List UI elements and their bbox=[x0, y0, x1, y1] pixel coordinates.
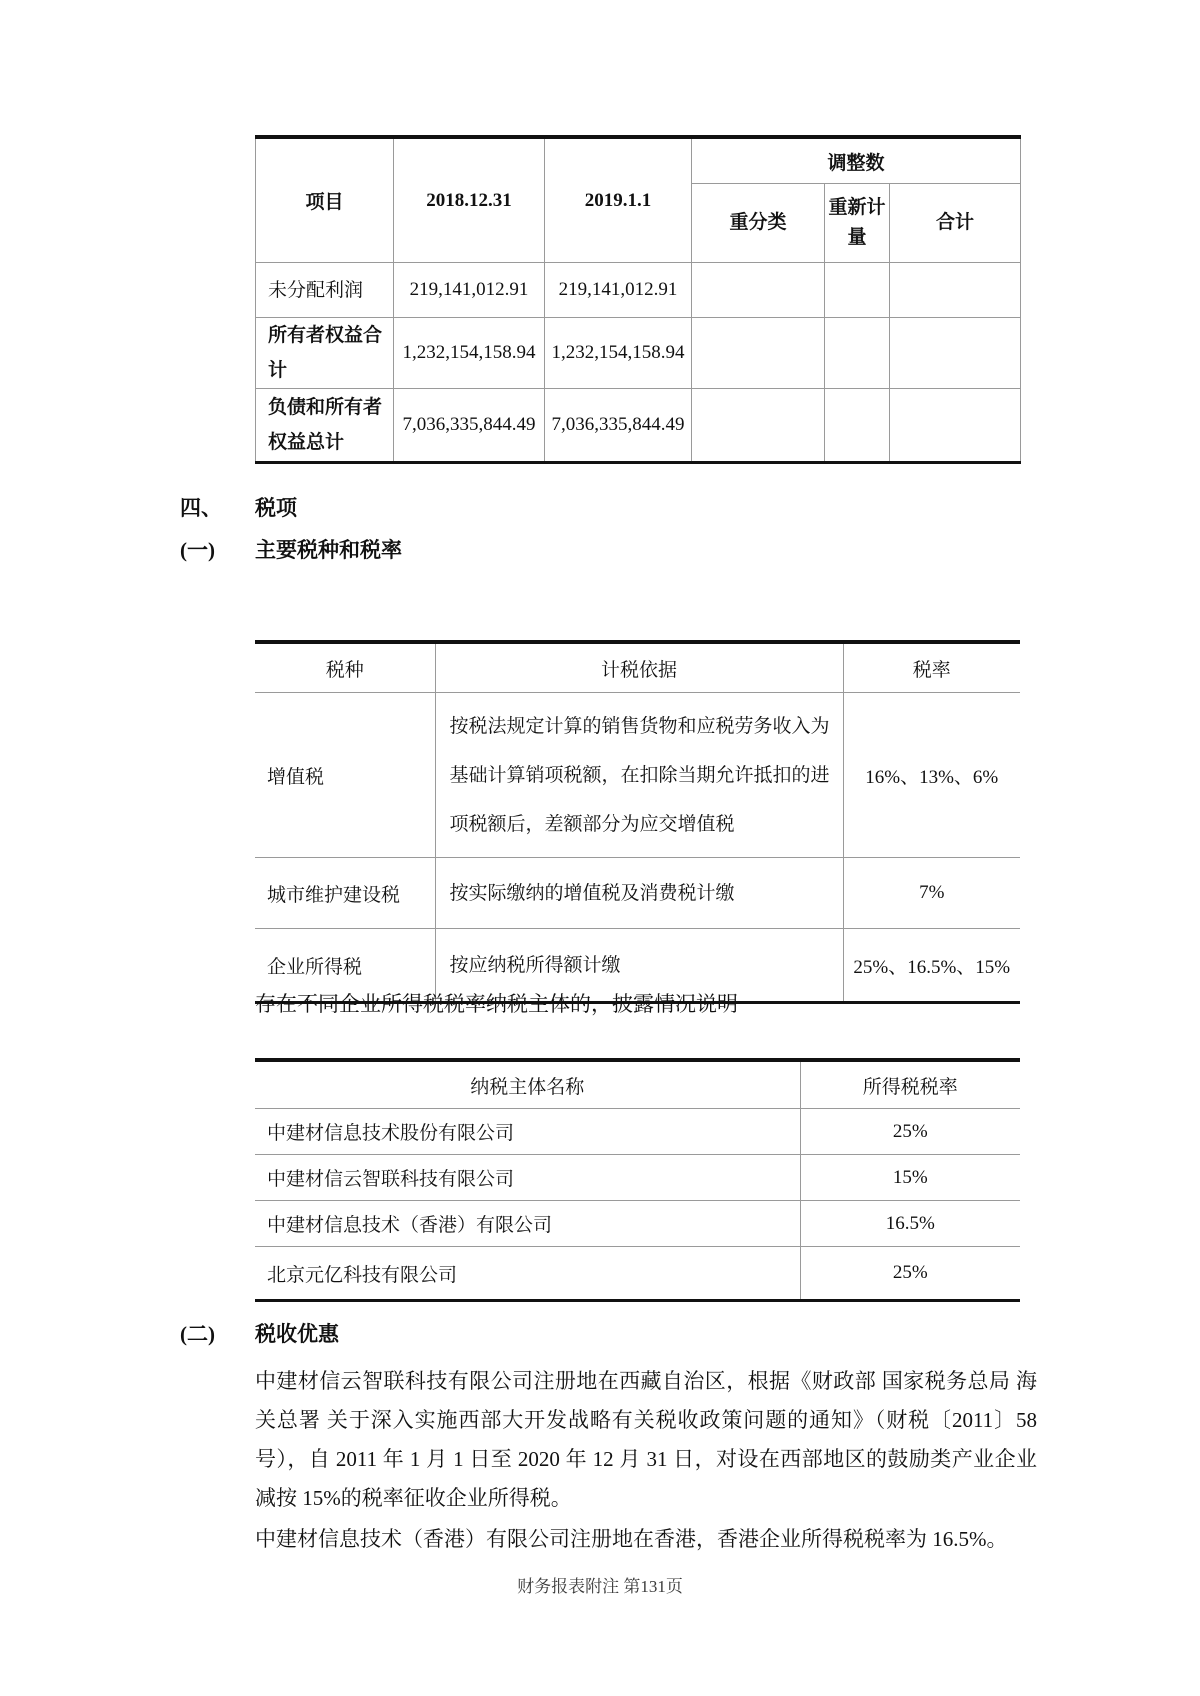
table-row bbox=[255, 1109, 1020, 1155]
subsection-number: (二) bbox=[180, 1322, 215, 1346]
row-label: 未分配利润 bbox=[256, 263, 394, 318]
row-label: 所有者权益合计 bbox=[256, 318, 394, 389]
empty-cell bbox=[890, 263, 1021, 318]
table-row bbox=[255, 858, 1020, 929]
table-row bbox=[256, 318, 1021, 389]
section-title: 税项 bbox=[255, 496, 297, 520]
empty-cell bbox=[692, 389, 825, 463]
tax-basis: 按应纳税所得额计缴 bbox=[435, 929, 843, 1003]
col-header-tax-basis: 计税依据 bbox=[435, 642, 843, 693]
tax-basis: 按实际缴纳的增值税及消费税计缴 bbox=[435, 858, 843, 929]
entity-rate: 25% bbox=[800, 1109, 1020, 1155]
empty-cell bbox=[825, 263, 890, 318]
entity-name: 中建材信云智联科技有限公司 bbox=[255, 1155, 800, 1201]
col-header-adjustment: 调整数 bbox=[692, 137, 1021, 184]
section-heading-tax-items bbox=[180, 492, 297, 522]
tax-rate: 16%、13%、6% bbox=[843, 693, 1020, 858]
tax-type: 城市维护建设税 bbox=[255, 858, 435, 929]
empty-cell bbox=[890, 389, 1021, 463]
value-2019: 7,036,335,844.49 bbox=[545, 389, 692, 463]
empty-cell bbox=[825, 389, 890, 463]
col-header-2018: 2018.12.31 bbox=[394, 137, 545, 263]
table-row bbox=[255, 1201, 1020, 1247]
col-header-income-tax-rate: 所得税税率 bbox=[800, 1060, 1020, 1109]
subsection-title: 税收优惠 bbox=[255, 1322, 339, 1346]
row-label: 负债和所有者权益总计 bbox=[256, 389, 394, 463]
col-header-reclassification: 重分类 bbox=[692, 184, 825, 263]
col-header-total: 合计 bbox=[890, 184, 1021, 263]
col-header-tax-rate: 税率 bbox=[843, 642, 1020, 693]
disclosure-note: 存在不同企业所得税税率纳税主体的，披露情况说明 bbox=[255, 992, 738, 1016]
empty-cell bbox=[825, 318, 890, 389]
tax-rate: 25%、16.5%、15% bbox=[843, 929, 1020, 1003]
empty-cell bbox=[692, 263, 825, 318]
tax-type: 增值税 bbox=[255, 693, 435, 858]
tax-type: 企业所得税 bbox=[255, 929, 435, 1003]
table-row bbox=[256, 263, 1021, 318]
value-2018: 7,036,335,844.49 bbox=[394, 389, 545, 463]
entity-rate: 15% bbox=[800, 1155, 1020, 1201]
subsection-title: 主要税种和税率 bbox=[255, 538, 402, 562]
subsection-heading-main-taxes bbox=[180, 534, 402, 564]
table-row bbox=[255, 1155, 1020, 1201]
empty-cell bbox=[890, 318, 1021, 389]
section-number: 四、 bbox=[180, 496, 222, 520]
subsection-number: (一) bbox=[180, 538, 215, 562]
empty-cell bbox=[692, 318, 825, 389]
entity-name: 中建材信息技术股份有限公司 bbox=[255, 1109, 800, 1155]
equity-adjustment-table bbox=[255, 135, 1021, 464]
tax-basis: 按税法规定计算的销售货物和应税劳务收入为基础计算销项税额，在扣除当期允许抵扣的进项税额后，差额部分为应交增值税 bbox=[435, 693, 843, 858]
col-header-item: 项目 bbox=[256, 137, 394, 263]
table-row bbox=[255, 1247, 1020, 1301]
value-2018: 219,141,012.91 bbox=[394, 263, 545, 318]
entity-rate: 25% bbox=[800, 1247, 1020, 1301]
paragraph-hongkong-rate: 中建材信息技术（香港）有限公司注册地在香港，香港企业所得税税率为 16.5%。 bbox=[255, 1527, 1008, 1551]
table-row bbox=[255, 693, 1020, 858]
entity-name: 中建材信息技术（香港）有限公司 bbox=[255, 1201, 800, 1247]
col-header-2019: 2019.1.1 bbox=[545, 137, 692, 263]
page-footer: 财务报表附注 第131页 bbox=[517, 1577, 683, 1596]
col-header-tax-type: 税种 bbox=[255, 642, 435, 693]
tax-types-table bbox=[255, 640, 1020, 1004]
value-2019: 219,141,012.91 bbox=[545, 263, 692, 318]
tax-incentive-paragraphs bbox=[255, 1362, 1037, 1559]
col-header-entity-name: 纳税主体名称 bbox=[255, 1060, 800, 1109]
table-row bbox=[256, 389, 1021, 463]
paragraph-western-development: 中建材信云智联科技有限公司注册地在西藏自治区，根据《财政部 国家税务总局 海关总署 关于深入实施西部大开发战略有关税收政策问题的通知》（财税〔2011〕58号），自 2011 年 1 月 1 日至 2020 年 12 月 31 日，对设在西部地区的鼓励类产业企业减按 15%的税率征收企业所得税。 bbox=[255, 1369, 1037, 1510]
tax-rate: 7% bbox=[843, 858, 1020, 929]
tax-entities-table bbox=[255, 1058, 1020, 1302]
col-header-remeasurement: 重新计量 bbox=[825, 184, 890, 263]
subsection-heading-tax-incentives bbox=[180, 1318, 339, 1348]
entity-name: 北京元亿科技有限公司 bbox=[255, 1247, 800, 1301]
entity-rate: 16.5% bbox=[800, 1201, 1020, 1247]
value-2019: 1,232,154,158.94 bbox=[545, 318, 692, 389]
value-2018: 1,232,154,158.94 bbox=[394, 318, 545, 389]
